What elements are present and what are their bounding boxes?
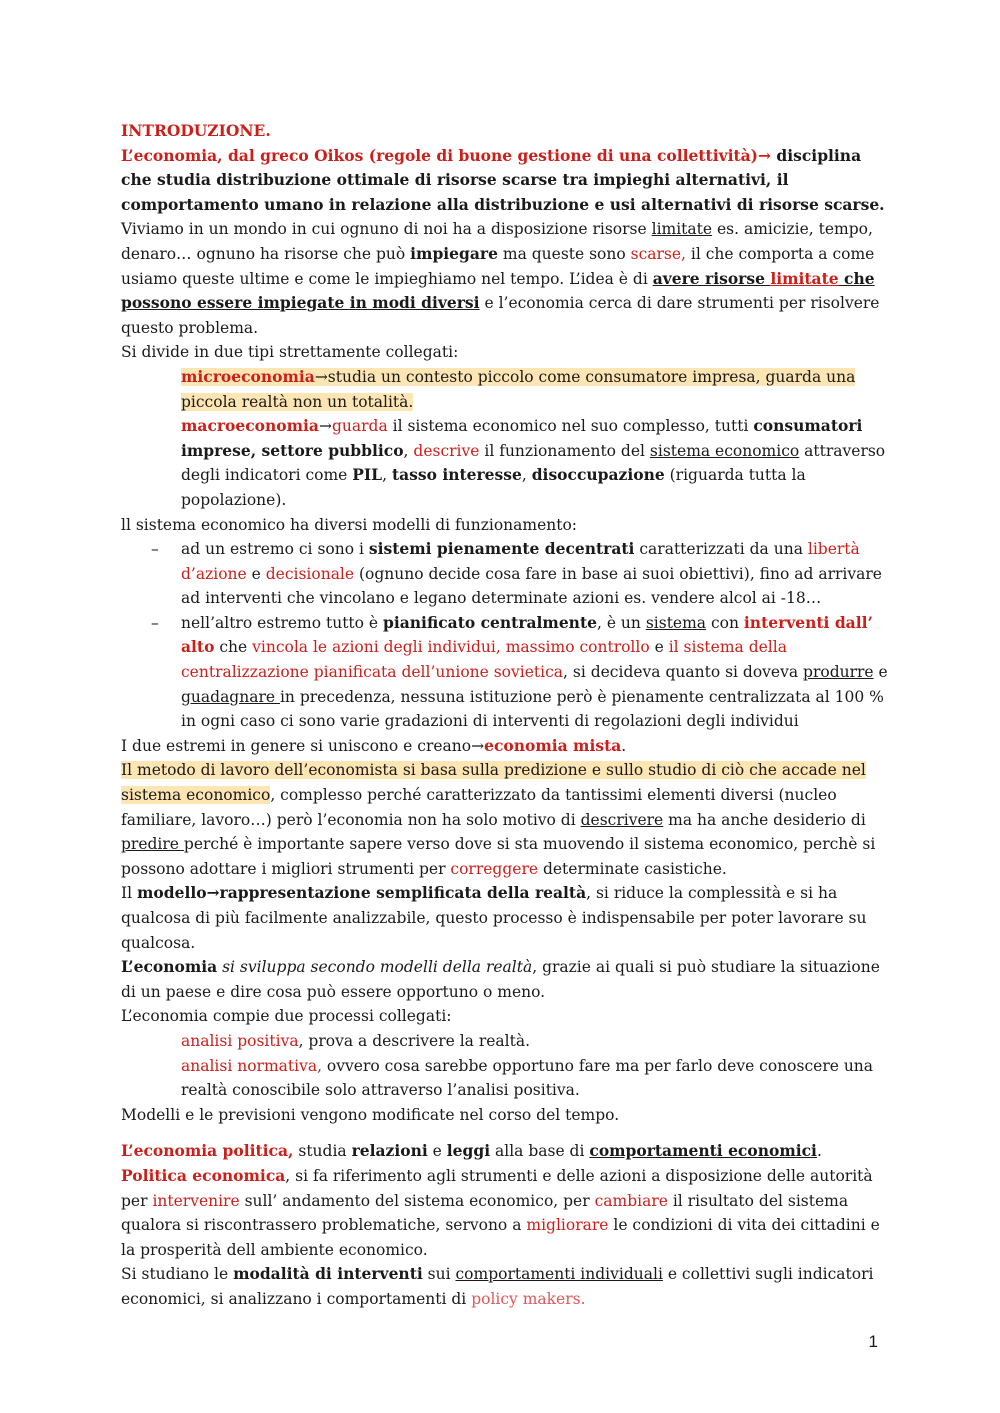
economist-method-paragraph: Il metodo di lavoro dell’economista si basa sulla predizione e sullo studio di ciò che accade nel sistema economico, complesso perché caratterizzato da tantissimi elementi diversi (nucleo familiare, lavoro…) però l’economia non ha solo motivo di descrivere ma ha anche desiderio di predire perché è importante sapere verso dove si sta muovendo il sistema economico, perchè si possono adottare i migliori strumenti per correggere determinate casistiche. [121,761,876,878]
economy-definition: L’economia, dal greco Oikos (regole di buone gestione di una collettività)→ disciplina che studia distribuzione ottimale di risorse scarse tra impieghi alternativi, il comportamento umano in relazione alla distribuzione e usi alternativi di risorse scarse. [121,145,885,214]
models-change-paragraph: Modelli e le previsioni vengono modificate nel corso del tempo. [121,1105,620,1124]
model-paragraph: Il modello→rappresentazione semplificata della realtà, si riduce la complessità e si ha qualcosa di più facilmente analizzabile, questo processo è indispensabile per poter lavorare su qualcosa. [121,883,867,952]
intervention-methods-paragraph: Si studiano le modalità di interventi sui comportamenti individuali e collettivi sugli indicatori economici, si analizzano i comportamenti di policy makers. [121,1264,874,1308]
dash-bullet: – [151,613,159,632]
positive-analysis-item: analisi positiva, prova a descrivere la realtà. [181,1031,531,1050]
macroeconomics-item: macroeconomia→guarda il sistema economico nel suo complesso, tutti consumatori imprese, settore pubblico, descrive il funzionamento del sistema economico attraverso degli indicatori come PIL, tasso interesse, disoccupazione (riguarda tutta la popolazione). [181,416,886,509]
page-number: 1 [868,1332,878,1351]
section-title: INTRODUZIONE. [121,121,271,140]
political-economy-paragraph: L’economia politica, studia relazioni e leggi alla base di comportamenti economici. [121,1141,822,1161]
economic-policy-paragraph: Politica economica, si fa riferimento agli strumenti e delle azioni a disposizione delle autorità per intervenire sull’ andamento del sistema economico, per cambiare il risultato del sistema qualora si riscontrassero problematiche, servono a migliorare le condizioni di vita dei cittadini e la prosperità dell ambiente economico. [121,1165,880,1259]
economic-system-models-intro: ll sistema economico ha diversi modelli di funzionamento: [121,515,578,534]
list-item-centralized: – nell’altro estremo tutto è pianificato centralmente, è un sistema con interventi dall’ alto che vincola le azioni degli individui, massimo controllo e il sistema della centralizzazione pianificata dell’unione sovietica, si decideva quanto si doveva produrre e guadagnare in precedenza, nessuna istituzione però è pienamente centralizzata al 100 % in ogni caso ci sono varie gradazioni di interventi di regolazioni degli individui [151,612,888,731]
normative-analysis-item: analisi normativa, ovvero cosa sarebbe opportuno fare ma per farlo deve conoscere una realtà conoscibile solo attraverso l’analisi positiva. [181,1056,874,1100]
paragraph-gap [121,1127,891,1139]
page-body [121,119,891,1312]
microeconomics-item: microeconomia→studia un contesto piccolo come consumatore impresa, guarda una piccola realtà non un totalità. [181,366,856,411]
two-types-intro: Si divide in due tipi strettamente collegati: [121,343,459,362]
list-item-decentralized: – ad un estremo ci sono i sistemi pienamente decentrati caratterizzati da una libertà d’azione e decisionale (ognuno decide cosa fare in base ai suoi obiettivi), fino ad arrivare ad interventi che vincolano e legano determinate azioni es. vendere alcol ai -18… [151,539,882,608]
two-processes-intro: L’economia compie due processi collegati: [121,1007,452,1026]
mixed-economy-paragraph: I due estremi in genere si uniscono e creano→economia mista. [121,735,627,755]
economy-models-paragraph: L’economia si sviluppa secondo modelli della realtà, grazie ai quali si può studiare la situazione di un paese e dire cosa può essere opportuno o meno. [121,957,880,1001]
scarce-resources-paragraph: Viviamo in un mondo in cui ognuno di noi ha a disposizione risorse limitate es. amicizie, tempo, denaro… ognuno ha risorse che può impiegare ma queste sono scarse, il che comporta a come usiamo queste ultime e come le impieghiamo nel tempo. L’idea è di avere risorse limitate che possono essere impiegate in modi diversi e l’economia cerca di dare strumenti per risolvere questo problema. [121,220,880,337]
dash-bullet: – [151,540,159,559]
